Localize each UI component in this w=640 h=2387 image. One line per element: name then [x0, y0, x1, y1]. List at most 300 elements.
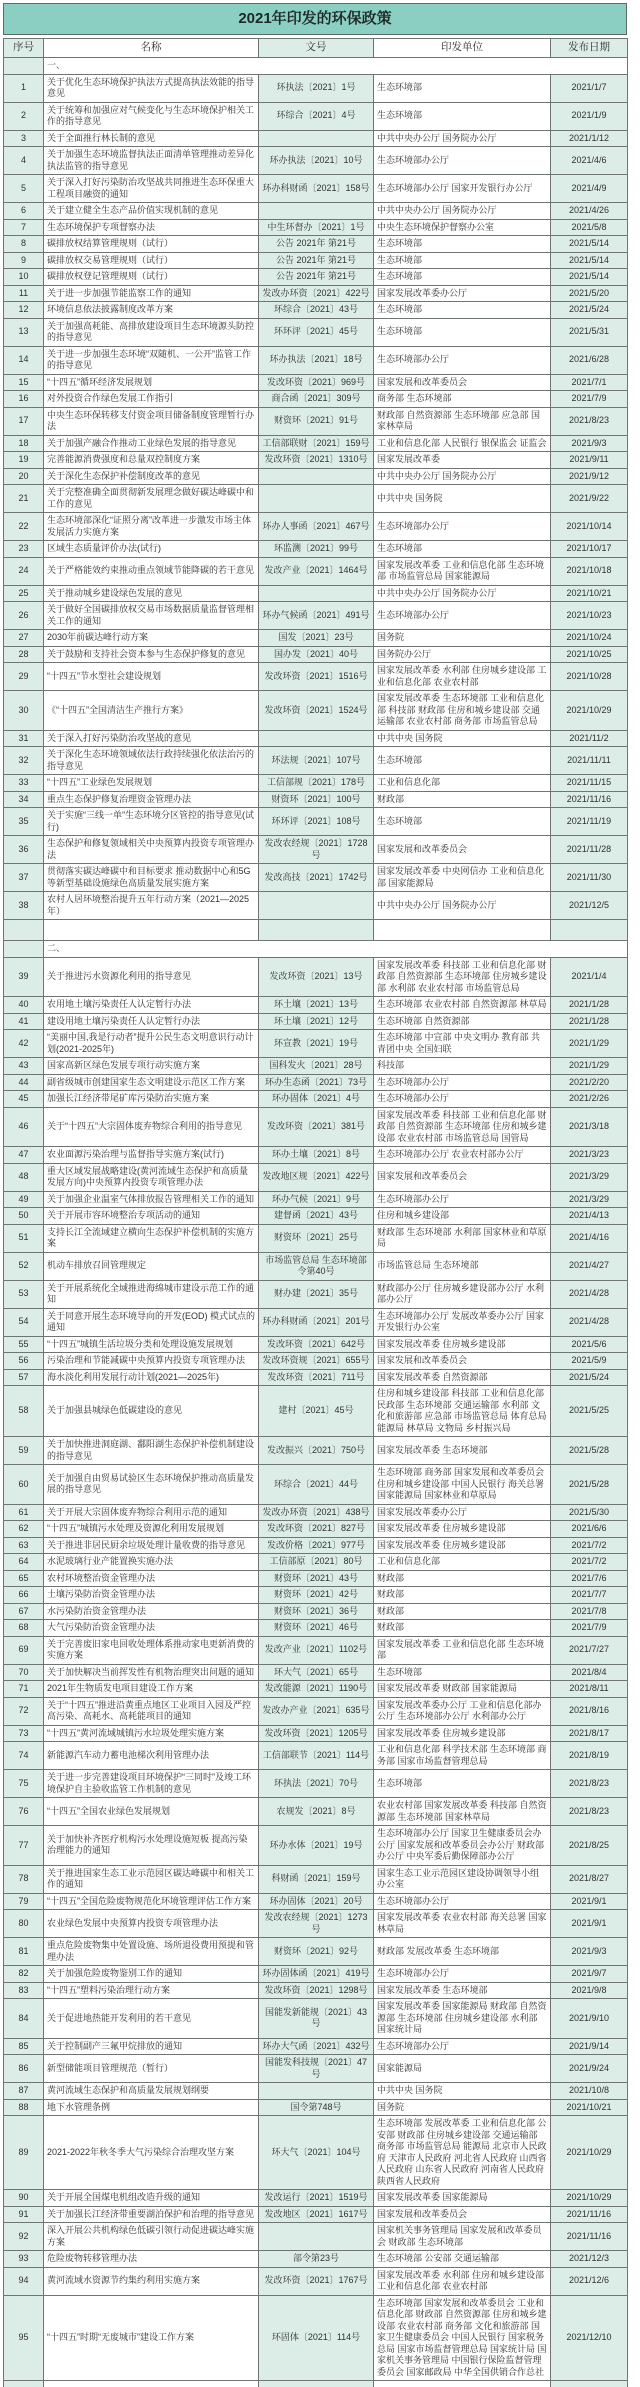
cell-date: 2021/11/2 [551, 730, 628, 747]
table-row [4, 1074, 628, 1091]
cell-unit: 生态环境部 [374, 236, 551, 253]
cell-doc: 财资环〔2021〕46号 [259, 1620, 374, 1637]
cell-name: 关于建立健全生态产品价值实现机制的意见 [44, 203, 259, 220]
cell-no [4, 58, 44, 75]
cell-unit: 国家发展改革委 [374, 452, 551, 469]
cell-unit: 中共中央办公厅 国务院办公厅 [374, 203, 551, 220]
cell-unit: 国家发展改革委 生态环境部 [374, 1437, 551, 1465]
table-row [4, 2038, 628, 2055]
table-row [4, 147, 628, 175]
cell-unit: 中央生态环境保护督察办公室 [374, 219, 551, 236]
cell-name: 关于同意开展生态环境导向的开发(EOD) 模式试点的通知 [44, 1308, 259, 1336]
cell-no: 25 [4, 585, 44, 602]
cell-no: 57 [4, 1369, 44, 1386]
cell-no: 70 [4, 1664, 44, 1681]
cell-date [551, 2381, 628, 2387]
table-row [4, 2099, 628, 2116]
cell-date: 2021/5/9 [551, 1353, 628, 1370]
cell-date: 2021/4/28 [551, 1308, 628, 1336]
cell-unit: 生态环境部 国家发展和改革委员会 工业和信息化部 财政部 自然资源部 住房和城乡建设部 农业农村部 商务部 文化和旅游部 国家卫生健康委员会 中国人民银行 国家税务总局 国家市场监督管理总局 国家统计局 国家机关事务管理局 中国银行保险监督管理委员会 国家邮政局 中华全国供销合作总社 [374, 2295, 551, 2381]
cell-date: 2021/7/6 [551, 1570, 628, 1587]
cell-no: 14 [4, 346, 44, 374]
cell-date: 2021/9/12 [551, 468, 628, 485]
cell-doc [259, 585, 374, 602]
cell-doc: 发改振兴〔2021〕750号 [259, 1437, 374, 1465]
cell-unit: 国家发展改革委 住房城乡建设部 [374, 1521, 551, 1538]
cell-name: 对外投资合作绿色发展工作指引 [44, 391, 259, 408]
cell-date: 2021/4/27 [551, 1252, 628, 1280]
cell-name: “十四五”循环经济发展规划 [44, 374, 259, 391]
section-row [4, 58, 628, 75]
table-row [4, 892, 628, 920]
cell-no: 26 [4, 602, 44, 630]
cell-name: 关于加强危险废物鉴别工作的通知 [44, 1966, 259, 1983]
table-row [4, 1910, 628, 1938]
cell-unit: 国务院 [374, 2099, 551, 2116]
table-row [4, 435, 628, 452]
table-row [4, 1252, 628, 1280]
cell-no: 47 [4, 1147, 44, 1164]
cell-name: 2030年前碳达峰行动方案 [44, 630, 259, 647]
cell-no: 60 [4, 1465, 44, 1505]
cell-unit: 国家发展和改革委员会 [374, 836, 551, 864]
cell-unit: 财政部 [374, 1570, 551, 1587]
table-row [4, 175, 628, 203]
cell-unit: 中共中央办公厅 国务院办公厅 [374, 892, 551, 920]
cell-no: 3 [4, 130, 44, 147]
cell-doc: 部令第23号 [259, 2251, 374, 2268]
cell-doc: 财资环〔2021〕91号 [259, 407, 374, 435]
cell-no: 75 [4, 1770, 44, 1798]
cell-name: 黄河流域生态保护和高质量发展规划纲要 [44, 2083, 259, 2100]
cell-no: 34 [4, 791, 44, 808]
cell-doc: 环办执法〔2021〕18号 [259, 346, 374, 374]
cell-date: 2021/9/11 [551, 452, 628, 469]
table-row [4, 1587, 628, 1604]
cell-date: 2021/10/21 [551, 585, 628, 602]
cell-no: 83 [4, 1982, 44, 1999]
cell-no: 29 [4, 663, 44, 691]
cell-doc: 环办科财函〔2021〕201号 [259, 1308, 374, 1336]
table-row [4, 585, 628, 602]
table-row [4, 663, 628, 691]
table-row [4, 391, 628, 408]
cell-no: 85 [4, 2038, 44, 2055]
cell-no: 23 [4, 541, 44, 558]
cell-unit: 生态环境部办公厅 [374, 1074, 551, 1091]
cell-name: 污染治理和节能减碳中央预算内投资专项管理办法 [44, 1353, 259, 1370]
cell-date: 2021/5/25 [551, 1386, 628, 1437]
cell-no: 91 [4, 2206, 44, 2223]
cell-doc: 环办固体函〔2021〕419号 [259, 1966, 374, 1983]
cell-no: 15 [4, 374, 44, 391]
cell-no: 42 [4, 1030, 44, 1058]
cell-doc: 环执法〔2021〕1号 [259, 74, 374, 102]
column-header-date: 发布日期 [551, 39, 628, 58]
cell-date: 2021/1/29 [551, 1030, 628, 1058]
cell-unit: 生态环境部 [374, 1770, 551, 1798]
cell-date: 2021/1/4 [551, 957, 628, 997]
cell-doc: 环大气〔2021〕104号 [259, 2116, 374, 2190]
cell-no: 31 [4, 730, 44, 747]
cell-name: 重大区域发展战略建设(黄河流域生态保护和高质量发展方向)中央预算内投资专项管理办法 [44, 1163, 259, 1191]
cell-date: 2021/11/30 [551, 864, 628, 892]
cell-doc: 环环评〔2021〕108号 [259, 808, 374, 836]
cell-date: 2021/11/16 [551, 2223, 628, 2251]
cell-date: 2021/1/12 [551, 130, 628, 147]
cell-unit: 国家发展改革委 财政部 国家能源局 [374, 1681, 551, 1698]
cell-date: 2021/12/5 [551, 892, 628, 920]
cell-no: 90 [4, 2190, 44, 2207]
table-row [4, 485, 628, 513]
cell-date: 2021/7/1 [551, 374, 628, 391]
cell-date [551, 920, 628, 941]
cell-no: 19 [4, 452, 44, 469]
cell-no: 39 [4, 957, 44, 997]
cell-date: 2021/4/28 [551, 1280, 628, 1308]
cell-doc: 环土壤〔2021〕13号 [259, 997, 374, 1014]
cell-name: 重点生态保护修复治理资金管理办法 [44, 791, 259, 808]
cell-no: 5 [4, 175, 44, 203]
cell-name: “十四五”全国危险废物规范化环境管理评估工作方案 [44, 1893, 259, 1910]
cell-doc: 公告 2021年 第21号 [259, 236, 374, 253]
cell-name: 碳排放权交易管理规则（试行） [44, 252, 259, 269]
cell-doc: 国能发新能规〔2021〕43号 [259, 1999, 374, 2039]
cell-doc: 国科发火〔2021〕28号 [259, 1058, 374, 1075]
cell-doc: 环办生态函〔2021〕73号 [259, 1074, 374, 1091]
cell-unit: 生态环境部办公厅 [374, 346, 551, 374]
cell-doc: 环大气〔2021〕65号 [259, 1664, 374, 1681]
cell-doc: 环办科财函〔2021〕158号 [259, 175, 374, 203]
cell-date: 2021/11/16 [551, 2206, 628, 2223]
table-row [4, 203, 628, 220]
cell-name: “十四五”全国农业绿色发展规划 [44, 1798, 259, 1826]
table-row [4, 1770, 628, 1798]
cell-name: 贯彻落实碳达峰碳中和目标要求 推动数据中心和5G等新型基础设施绿色高质量发展实施方案 [44, 864, 259, 892]
cell-date: 2021/5/24 [551, 1369, 628, 1386]
cell-unit: 工业和信息化部 科学技术部 生态环境部 商务部 国家市场监督管理总局 [374, 1742, 551, 1770]
cell-unit: 生态环境部办公厅 [374, 1966, 551, 1983]
cell-doc: 发改环资〔2021〕381号 [259, 1107, 374, 1147]
cell-date: 2021/3/18 [551, 1107, 628, 1147]
cell-no: 62 [4, 1521, 44, 1538]
cell-name: 关于深化生态环境领域依法行政持续强化依法治污的指导意见 [44, 747, 259, 775]
cell-name: “美丽中国,我是行动者”提升公民生态文明意识行动计划(2021-2025年) [44, 1030, 259, 1058]
cell-no: 84 [4, 1999, 44, 2039]
table-row [4, 1058, 628, 1075]
column-header-unit: 印发单位 [374, 39, 551, 58]
table-row [4, 285, 628, 302]
cell-date: 2021/5/30 [551, 1504, 628, 1521]
cell-no: 27 [4, 630, 44, 647]
cell-doc: 发改环资〔2021〕1516号 [259, 663, 374, 691]
table-row [4, 1353, 628, 1370]
cell-name: 建设用地土壤污染责任人认定暂行办法 [44, 1013, 259, 1030]
cell-date: 2021/7/8 [551, 1603, 628, 1620]
cell-name: 关于推进国家生态工业示范园区碳达峰碳中和相关工作的通知 [44, 1865, 259, 1893]
cell-name: 关于开展系统化全域推进海绵城市建设示范工作的通知 [44, 1280, 259, 1308]
cell-name: 国家高新区绿色发展专项行动实施方案 [44, 1058, 259, 1075]
cell-name: 关于开展大宗固体废弃物综合利用示范的通知 [44, 1504, 259, 1521]
cell-date: 2021/10/18 [551, 557, 628, 585]
cell-name: 关于加强县城绿色低碳建设的意见 [44, 1386, 259, 1437]
cell-doc: 发改产业〔2021〕1464号 [259, 557, 374, 585]
cell-date: 2021/12/6 [551, 2267, 628, 2295]
cell-name: 《“十四五”全国清洁生产推行方案》 [44, 691, 259, 731]
cell-date: 2021/4/16 [551, 1224, 628, 1252]
table-row [4, 2190, 628, 2207]
cell-name: 关于加强高耗能、高排放建设项目生态环境源头防控的指导意见 [44, 318, 259, 346]
cell-name: 土壤污染防治资金管理办法 [44, 1587, 259, 1604]
cell-no: 50 [4, 1208, 44, 1225]
cell-no: 30 [4, 691, 44, 731]
cell-no: 61 [4, 1504, 44, 1521]
cell-no: 82 [4, 1966, 44, 1983]
cell-no: 36 [4, 836, 44, 864]
cell-no: 2 [4, 102, 44, 130]
cell-doc: 市场监管总局 生态环境部令第40号 [259, 1252, 374, 1280]
cell-date: 2021/3/29 [551, 1191, 628, 1208]
cell-unit: 生态环境部 [374, 252, 551, 269]
cell-doc: 发改运行〔2021〕1519号 [259, 2190, 374, 2207]
table-row [4, 1620, 628, 1637]
cell-unit: 财政部 [374, 1587, 551, 1604]
cell-unit: 生态环境部办公厅 [374, 602, 551, 630]
cell-no: 54 [4, 1308, 44, 1336]
cell-doc: 财资环〔2021〕36号 [259, 1603, 374, 1620]
cell-no: 37 [4, 864, 44, 892]
cell-no: 7 [4, 219, 44, 236]
cell-name: 水污染防治资金管理办法 [44, 1603, 259, 1620]
cell-doc: 工信部联财〔2021〕159号 [259, 435, 374, 452]
cell-unit: 生态环境部办公厅 国家开发银行办公厅 [374, 175, 551, 203]
table-row [4, 2251, 628, 2268]
cell-date: 2021/5/24 [551, 302, 628, 319]
cell-no [4, 2381, 44, 2387]
cell-doc: 发改地区规〔2021〕422号 [259, 1163, 374, 1191]
cell-name: 副省级城市创建国家生态文明建设示范区工作方案 [44, 1074, 259, 1091]
cell-date: 2021/11/11 [551, 747, 628, 775]
cell-name: 2021年生物质发电项目建设工作方案 [44, 1681, 259, 1698]
cell-date: 2021/10/29 [551, 2190, 628, 2207]
cell-unit: 中共中央 国务院 [374, 730, 551, 747]
cell-doc [259, 2223, 374, 2251]
cell-name: 关于加快推进洞庭湖、鄱阳湖生态保护补偿机制建设的指导意见 [44, 1437, 259, 1465]
cell-name: 关于进一步加强生态环境“双随机、一公开”监管工作的指导意见 [44, 346, 259, 374]
cell-no: 87 [4, 2083, 44, 2100]
cell-unit: 国家发展改革委 住房城乡建设部 [374, 1336, 551, 1353]
cell-doc: 环土壤〔2021〕12号 [259, 1013, 374, 1030]
table-row [4, 1999, 628, 2039]
cell-doc: 财资环〔2021〕92号 [259, 1938, 374, 1966]
cell-name [44, 920, 259, 941]
cell-name: 关于实施“三线一单”生态环境分区管控的指导意见(试行) [44, 808, 259, 836]
cell-no: 49 [4, 1191, 44, 1208]
cell-unit: 住房和城乡建设部 [374, 1208, 551, 1225]
cell-no: 38 [4, 892, 44, 920]
cell-doc: 发改办环资〔2021〕438号 [259, 1504, 374, 1521]
cell-no: 80 [4, 1910, 44, 1938]
cell-date: 2021/9/3 [551, 435, 628, 452]
cell-name: 关于推动城乡建设绿色发展的意见 [44, 585, 259, 602]
cell-name: 关于加快补齐医疗机构污水处理设施短板 提高污染治理能力的通知 [44, 1826, 259, 1866]
cell-doc: 财资环〔2021〕42号 [259, 1587, 374, 1604]
cell-name: 区域生态质量评价办法(试行) [44, 541, 259, 558]
cell-name: 危险废物转移管理办法 [44, 2251, 259, 2268]
cell-doc: 发改办产业〔2021〕635号 [259, 1697, 374, 1725]
cell-date: 2021/4/26 [551, 203, 628, 220]
cell-unit: 中共中央办公厅 国务院办公厅 [374, 130, 551, 147]
policy-table [3, 38, 628, 2387]
table-row [4, 1091, 628, 1108]
table-row [4, 1966, 628, 1983]
cell-name: 完善能源消费强度和总量双控制度方案 [44, 452, 259, 469]
cell-name: 环境信息依法披露制度改革方案 [44, 302, 259, 319]
cell-unit: 生态环境部办公厅 [374, 2038, 551, 2055]
cell-date: 2021/1/28 [551, 1013, 628, 1030]
cell-doc: 发改环资规〔2021〕655号 [259, 1353, 374, 1370]
cell-name: 重点危险废物集中处置设施、场所退役费用预提和管理办法 [44, 1938, 259, 1966]
cell-date: 2021/8/23 [551, 1770, 628, 1798]
cell-doc: 商合函〔2021〕309号 [259, 391, 374, 408]
cell-date: 2021/9/8 [551, 1982, 628, 1999]
cell-unit: 住房和城乡建设部 科技部 工业和信息化部 民政部 生态环境部 交通运输部 水利部 文化和旅游部 应急部 市场监管总局 体育总局 能源局 林草局 文物局 乡村振兴局 [374, 1386, 551, 1437]
cell-name: 关于加快解决当前挥发性有机物治理突出问题的通知 [44, 1664, 259, 1681]
table-row [4, 252, 628, 269]
cell-doc [259, 2381, 374, 2387]
cell-no: 76 [4, 1798, 44, 1826]
table-row [4, 630, 628, 647]
table-row [4, 1681, 628, 1698]
table-row [4, 2267, 628, 2295]
table-row [4, 452, 628, 469]
cell-date: 2021/11/19 [551, 808, 628, 836]
cell-name: 农业面源污染治理与监督指导实施方案(试行) [44, 1147, 259, 1164]
cell-no: 58 [4, 1386, 44, 1437]
table-row [4, 1308, 628, 1336]
table-row [4, 1570, 628, 1587]
cell-date: 2021/8/27 [551, 1865, 628, 1893]
cell-unit: 生态环境部办公厅 [374, 1191, 551, 1208]
cell-name: 关于“十四五”大宗固体废弃物综合利用的指导意见 [44, 1107, 259, 1147]
cell-unit: 生态环境部 农业农村部 自然资源部 林草局 [374, 997, 551, 1014]
cell-date: 2021/3/23 [551, 1147, 628, 1164]
cell-name: 关于推进非居民厨余垃圾处理计量收费的指导意见 [44, 1537, 259, 1554]
table-row [4, 2083, 628, 2100]
cell-name: 水泥玻璃行业产能置换实施办法 [44, 1554, 259, 1571]
cell-doc: 环办土壤〔2021〕8号 [259, 1147, 374, 1164]
cell-unit: 国家发展和改革委员会 [374, 2206, 551, 2223]
cell-date: 2021/8/19 [551, 1742, 628, 1770]
cell-name: 农用地土壤污染责任人认定暂行办法 [44, 997, 259, 1014]
cell-unit: 财政部 自然资源部 生态环境部 应急部 国家林草局 [374, 407, 551, 435]
cell-doc [259, 130, 374, 147]
cell-unit: 国家发展改革委 生态环境部 [374, 1982, 551, 1999]
cell-date: 2021/9/22 [551, 485, 628, 513]
cell-doc: 环监测〔2021〕99号 [259, 541, 374, 558]
cell-name: 关于促进地热能开发利用的若干意见 [44, 1999, 259, 2039]
cell-date: 2021/1/7 [551, 74, 628, 102]
cell-doc: 发改农经规〔2021〕1728号 [259, 836, 374, 864]
cell-unit: 商务部 生态环境部 [374, 391, 551, 408]
table-row [4, 1938, 628, 1966]
cell-date: 2021/11/16 [551, 791, 628, 808]
cell-name: 2021-2022年秋冬季大气污染综合治理攻坚方案 [44, 2116, 259, 2190]
table-row [4, 1280, 628, 1308]
section-label: 一、 [44, 58, 628, 75]
cell-no: 56 [4, 1353, 44, 1370]
cell-unit: 科技部 [374, 1058, 551, 1075]
cell-no: 71 [4, 1681, 44, 1698]
cell-date: 2021/8/11 [551, 1681, 628, 1698]
cell-doc: 发改环资〔2021〕1310号 [259, 452, 374, 469]
cell-name: 关于加强企业温室气体排放报告管理相关工作的通知 [44, 1191, 259, 1208]
cell-no: 72 [4, 1697, 44, 1725]
cell-name: “十四五”工业绿色发展规划 [44, 775, 259, 792]
cell-unit: 生态环境部办公厅 [374, 147, 551, 175]
cell-unit: 财政部 [374, 791, 551, 808]
cell-unit: 国家发展改革委 生态环境部 工业和信息化部 科技部 财政部 住房和城乡建设部 交通运输部 农业农村部 商务部 市场监管总局 [374, 691, 551, 731]
cell-name: 关于控制副产三氟甲烷排放的通知 [44, 2038, 259, 2055]
cell-date: 2021/1/28 [551, 997, 628, 1014]
cell-name: 地下水管理条例 [44, 2099, 259, 2116]
cell-name: “十四五”节水型社会建设规划 [44, 663, 259, 691]
cell-no: 18 [4, 435, 44, 452]
cell-name: 碳排放权结算管理规则（试行） [44, 236, 259, 253]
partial-row [4, 2381, 628, 2387]
cell-doc: 发改环资〔2021〕1205号 [259, 1725, 374, 1742]
cell-doc: 环办固体〔2021〕4号 [259, 1091, 374, 1108]
table-row [4, 102, 628, 130]
cell-no: 66 [4, 1587, 44, 1604]
cell-name: 深入开展公共机构绿色低碳引领行动促进碳达峰实施方案 [44, 2223, 259, 2251]
cell-no: 63 [4, 1537, 44, 1554]
cell-date: 2021/5/31 [551, 318, 628, 346]
cell-unit [374, 920, 551, 941]
cell-name: 中央生态环保转移支付资金项目储备制度管理暂行办法 [44, 407, 259, 435]
cell-unit: 工业和信息化部 [374, 1554, 551, 1571]
cell-unit: 国家发展改革委 工业和信息化部 生态环境部 [374, 1636, 551, 1664]
cell-name: 关于“十四五”推进沿黄重点地区工业项目入园及严控高污染、高耗水、高耗能项目的通知 [44, 1697, 259, 1725]
table-row [4, 302, 628, 319]
cell-no: 44 [4, 1074, 44, 1091]
cell-name: 农村人居环境整治提升五年行动方案（2021—2025年） [44, 892, 259, 920]
cell-date: 2021/11/15 [551, 775, 628, 792]
cell-date: 2021/10/21 [551, 2099, 628, 2116]
cell-date: 2021/6/6 [551, 1521, 628, 1538]
cell-no: 32 [4, 747, 44, 775]
cell-doc: 环综合〔2021〕4号 [259, 102, 374, 130]
cell-date: 2021/5/8 [551, 219, 628, 236]
table-row [4, 269, 628, 286]
cell-date: 2021/5/14 [551, 269, 628, 286]
cell-date: 2021/12/3 [551, 2251, 628, 2268]
cell-unit: 生态环境部 商务部 国家发展和改革委员会 住房和城乡建设部 中国人民银行 海关总署 国家能源局 国家林业和草原局 [374, 1465, 551, 1505]
cell-date: 2021/10/8 [551, 2083, 628, 2100]
cell-doc: 科财函〔2021〕159号 [259, 1865, 374, 1893]
cell-date: 2021/10/29 [551, 2116, 628, 2190]
table-row [4, 836, 628, 864]
table-row [4, 1013, 628, 1030]
cell-unit: 国家发展和改革委员会 [374, 374, 551, 391]
cell-doc: 环办气候〔2021〕9号 [259, 1191, 374, 1208]
cell-no: 20 [4, 468, 44, 485]
table-row [4, 318, 628, 346]
cell-no: 78 [4, 1865, 44, 1893]
table-row [4, 646, 628, 663]
cell-doc: 发改环资〔2021〕1524号 [259, 691, 374, 731]
cell-no: 10 [4, 269, 44, 286]
